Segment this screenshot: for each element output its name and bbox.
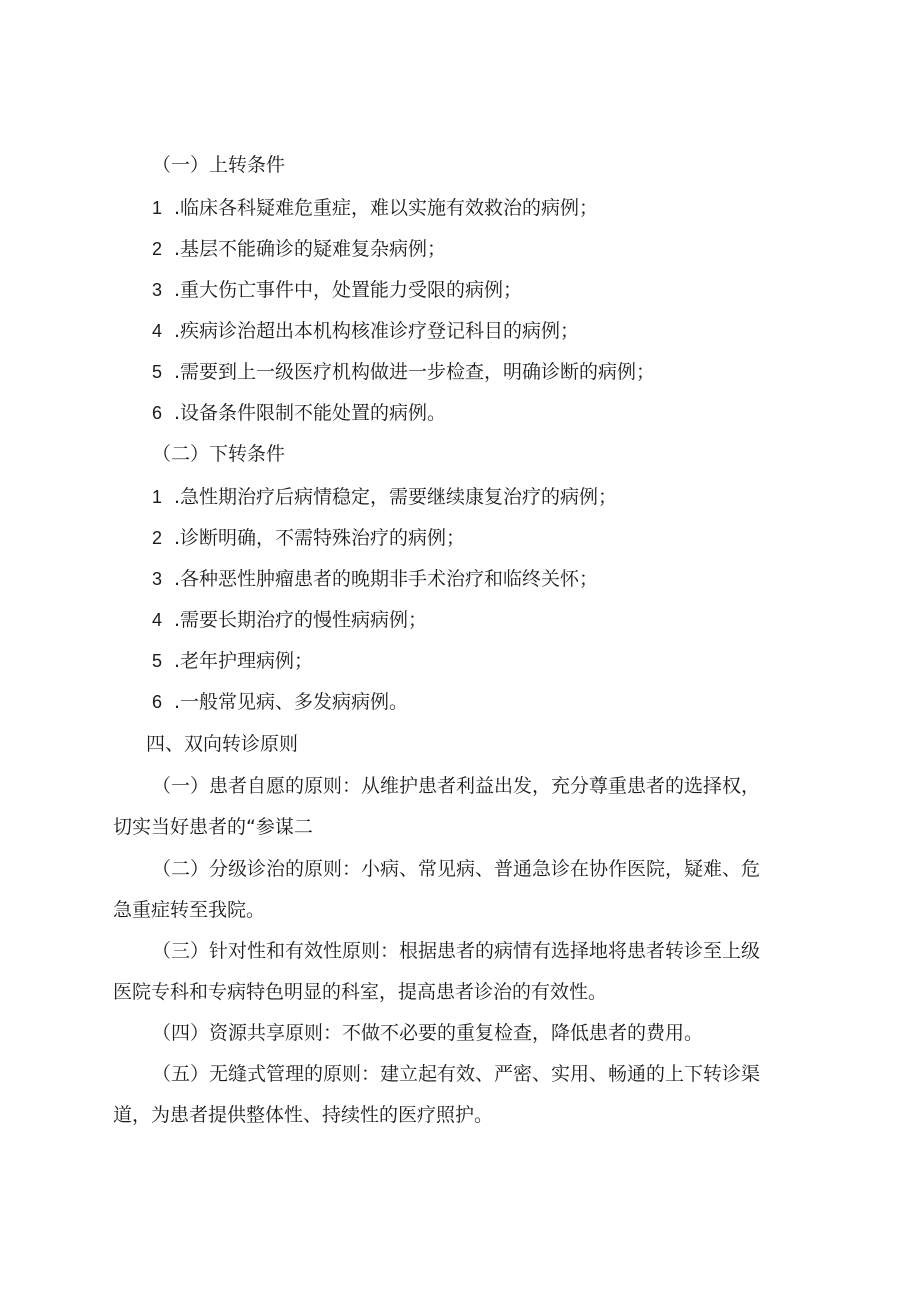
item-text: .各种恶性肿瘤患者的晚期非手术治疗和临终关怀； [174, 568, 599, 590]
list-item [152, 195, 598, 221]
list-item [152, 689, 408, 715]
item-text: .老年护理病例； [174, 650, 314, 672]
list-item [152, 607, 427, 633]
item-number: 4 [152, 610, 163, 630]
list-item [152, 525, 465, 551]
list-item [152, 400, 446, 426]
list-item [152, 236, 446, 262]
item-number: 3 [152, 569, 163, 589]
paragraph-line: （三）针对性和有效性原则：根据患者的病情有选择地将患者转诊至上级 [152, 940, 761, 962]
list-item [152, 277, 522, 303]
paragraph-line: 切实当好患者的“参谋二 [113, 816, 313, 838]
item-number: 1 [152, 487, 163, 507]
item-text: .设备条件限制不能处置的病例。 [174, 402, 447, 424]
item-text: .急性期治疗后病情稳定，需要继续康复治疗的病例； [174, 486, 618, 508]
list-item [152, 359, 655, 385]
paragraph-line: 医院专科和专病特色明显的科室，提高患者诊治的有效性。 [113, 981, 608, 1003]
list-item [152, 566, 598, 592]
item-text: .疾病诊治超出本机构核准诊疗登记科目的病例； [174, 320, 580, 342]
list-item [152, 484, 617, 510]
paragraph-line: 道，为患者提供整体性、持续性的医疗照护。 [113, 1104, 494, 1126]
paragraph-line: （五）无缝式管理的原则：建立起有效、严密、实用、畅通的上下转诊渠 [152, 1063, 761, 1085]
section-heading-up: （一）上转条件 [152, 154, 286, 176]
paragraph-line: 急重症转至我院。 [113, 899, 266, 921]
item-number: 2 [152, 528, 163, 548]
item-text: .临床各科疑难危重症，难以实施有效救治的病例； [174, 197, 599, 219]
item-text: .需要到上一级医疗机构做进一步检查，明确诊断的病例； [174, 361, 656, 383]
item-number: 5 [152, 362, 163, 382]
item-number: 2 [152, 239, 163, 259]
item-number: 3 [152, 280, 163, 300]
item-number: 1 [152, 198, 163, 218]
item-text: .重大伤亡事件中，处置能力受限的病例； [174, 279, 523, 301]
item-text: .基层不能确诊的疑难复杂病例； [174, 238, 447, 260]
item-text: .一般常见病、多发病病例。 [174, 691, 409, 713]
list-item [152, 318, 579, 344]
list-item [152, 648, 313, 674]
paragraph-line: （二）分级诊治的原则：小病、常见病、普通急诊在协作医院，疑难、危 [152, 858, 761, 880]
principles-heading: 四、双向转诊原则 [146, 733, 299, 755]
item-number: 6 [152, 692, 163, 712]
paragraph-line: （一）患者自愿的原则：从维护患者利益出发，充分尊重患者的选择权， [152, 775, 761, 797]
paragraph-line: （四）资源共享原则：不做不必要的重复检查，降低患者的费用。 [152, 1022, 704, 1044]
item-number: 4 [152, 321, 163, 341]
section-heading-down: （二）下转条件 [152, 443, 286, 465]
item-number: 5 [152, 651, 163, 671]
item-number: 6 [152, 403, 163, 423]
item-text: .需要长期治疗的慢性病病例； [174, 609, 428, 631]
item-text: .诊断明确，不需特殊治疗的病例； [174, 527, 466, 549]
